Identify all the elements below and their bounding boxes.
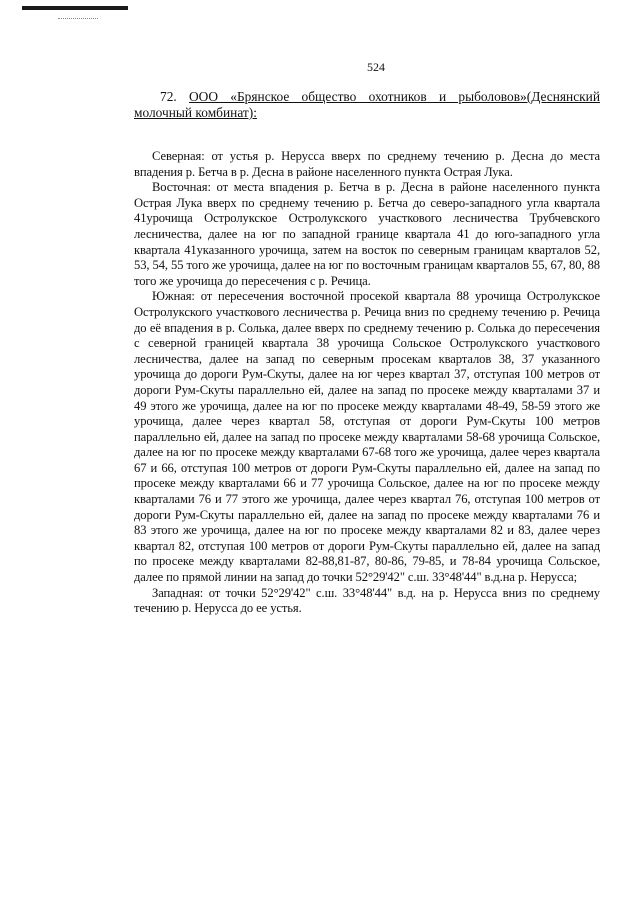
boundary-east: Восточная: от места впадения р. Бетча в р. Десна в районе населенного пункта Острая Лука вверх по среднему течению р. Бетча до северо-западного угла квартала 41урочища Остролукское Остролукского участкового лесничества Трубчевского лесничества, далее на юг по западной границе квартала 41 до юго-западного угла квартала 41указанного урочища, затем на восток по северным границам кварталов 52, 53, 54, 55 того же урочища, далее на юг по восточным границам кварталов 55, 67, 80, 88 того же урочища до пересечения с р. Речица. (134, 180, 600, 288)
page-number: 524 (367, 60, 385, 74)
scan-edge-mark (22, 6, 128, 10)
boundary-south: Южная: от пересечения восточной просекой квартала 88 урочища Остролукское Остролукского участкового лесничества р. Речица вниз по среднему течению р. Речица до её впадения в р. Солька, далее вверх по среднему течению р. Солька до пересечения с северной границей квартала 38 урочища Сольское Остролукского участкового лесничества, далее на запад по северным просекам кварталов 38, 37 указанного урочища до дороги Рум-Скуты, далее на юг через квартал 37, отступая 100 метров от дороги Рум-Скуты параллельно ей, далее на запад по просеке между кварталами 37 и 49 этого же урочища, далее на юг по просеке между кварталами 48-49, 58-59 этого же урочища, далее через квартал 58, отступая от дороги Рум-Скуты 100 метров параллельно ей, далее на запад по просеке между кварталами 58-68 урочища Сольское, далее на юг по просеке между кварталами 67-68 того же урочища, далее через квартала 67 и 66, отступая 100 метров от дороги Рум-Скуты параллельно ей, далее на запад по просеке между кварталами 66 и 77 урочища Сольское, далее на юг по просеке между кварталами 76 и 77 этого же урочища, далее через квартал 76, отступая 100 метров от дороги Рум-Скуты параллельно ей, далее на запад по просеке между кварталами 76 и 83 этого же урочища, далее на юг по просеке между кварталами 82 и 83, далее через квартал 82, отступая 100 метров от дороги Рум-Скуты параллельно ей, далее на запад по просеке между кварталами 82-88,81-87, 80-86, 79-85, и 78-84 урочища Сольское, далее по прямой линии на запад до точки 52°29'42" с.ш. 33°48'44" в.д.на р. Нерусса; (134, 289, 600, 585)
boundary-west: Западная: от точки 52°29'42" с.ш. 33°48'44" в.д. на р. Нерусса вниз по среднему течению р. Нерусса до ее устья. (134, 585, 600, 616)
section-number: 72. (160, 89, 177, 104)
section-title: ООО «Брянское общество охотников и рыболовов»(Деснянский молочный комбинат): (134, 89, 600, 120)
document-page (134, 60, 600, 617)
scan-dots (58, 18, 98, 21)
boundary-north: Северная: от устья р. Нерусса вверх по среднему течению р. Десна до места впадения р. Бетча в р. Десна в районе населенного пункта Острая Лука. (134, 149, 600, 179)
section-heading (134, 89, 600, 121)
